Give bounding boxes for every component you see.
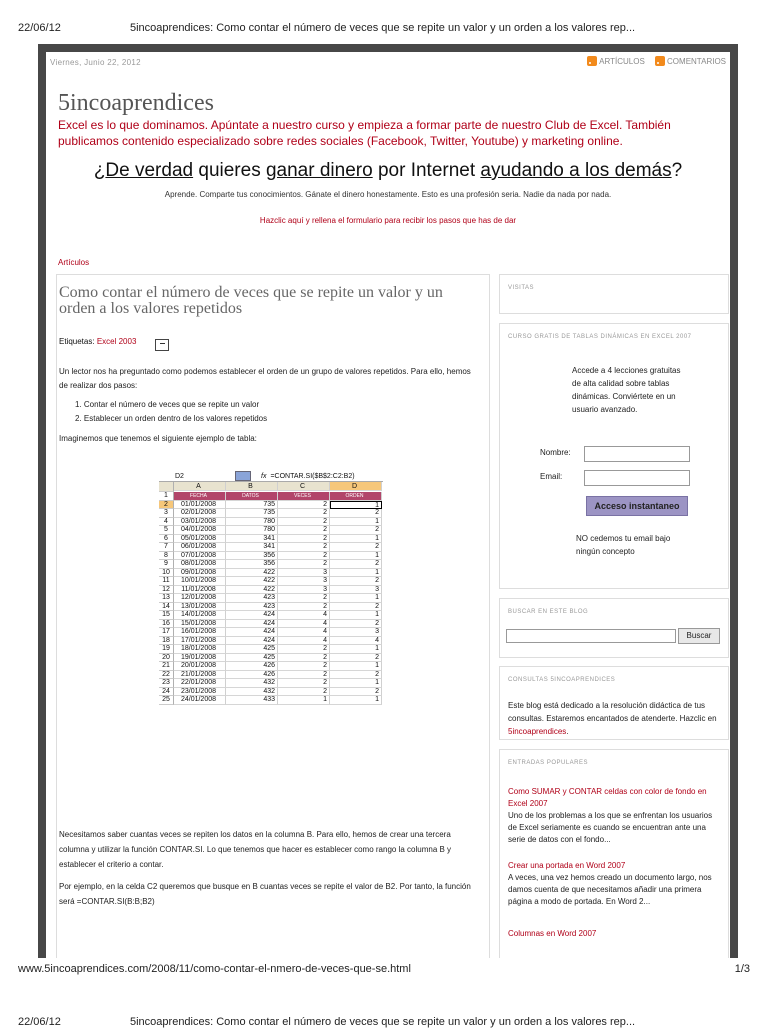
table-row [159,637,383,646]
popular-link[interactable]: Como SUMAR y CONTAR celdas con color de fondo en Excel 2007 [508,787,707,808]
table-cell: 04/01/2008 [174,526,226,535]
table-cell: 735 [226,509,278,518]
table-row [159,628,383,637]
table-cell: 2 [330,654,382,663]
table-cell: 15/01/2008 [174,620,226,629]
table-cell: 4 [159,518,174,527]
search-button[interactable]: Buscar [678,628,720,644]
widget-title: ENTRADAS POPULARES [508,760,589,766]
table-row [159,586,383,595]
table-cell: 11/01/2008 [174,586,226,595]
post-tags: Etiquetas: Excel 2003 [59,337,137,346]
print-date: 22/06/12 [18,1016,61,1028]
table-cell: 2 [330,671,382,680]
blog-page [46,52,730,958]
table-cell: 11 [159,577,174,586]
widget-title: CONSULTAS 5INCOAPRENDICES [508,677,616,683]
table-cell: 2 [278,518,330,527]
widget-title: VISITAS [508,285,535,291]
table-cell: 2 [330,620,382,629]
popular-link[interactable]: Crear una portada en Word 2007 [508,861,626,870]
promo-headline: ¿De verdad quieres ganar dinero por Internet ayudando a los demás? [93,160,683,181]
table-cell: 22 [159,671,174,680]
table-cell: 07/01/2008 [174,552,226,561]
spreadsheet-image [159,471,383,705]
widget-buscar [499,598,729,658]
table-cell: 01/01/2008 [174,501,226,510]
table-cell: 1 [330,696,382,705]
table-cell: 17/01/2008 [174,637,226,646]
table-cell: 4 [278,628,330,637]
nav-articulos[interactable]: Artículos [58,258,90,267]
table-cell: 432 [226,688,278,697]
table-cell: 2 [330,688,382,697]
cell-ref: D2 [175,472,184,480]
table-cell: 23/01/2008 [174,688,226,697]
table-cell: 4 [278,611,330,620]
table-cell: 2 [330,509,382,518]
table-cell: 433 [226,696,278,705]
table-cell: 3 [159,509,174,518]
table-row [159,560,383,569]
print-page: 1/3 [734,963,750,975]
table-header-row: 1 FECHA DATOS VECES ORDEN [159,492,383,501]
table-cell: 24/01/2008 [174,696,226,705]
table-row [159,603,383,612]
table-cell: 1 [330,535,382,544]
widget-title: CURSO GRATIS DE TABLAS DINÁMICAS EN EXCEL 2007 [508,334,692,340]
table-cell: 2 [330,603,382,612]
table-cell: 424 [226,611,278,620]
list-item: Crear una portada en Word 2007 A veces, una vez hemos creado un documento largo, nos damos cuenta de que necesitamos añadir una primera página a modo de portada. En Word 2... [508,860,722,908]
print-footer [0,958,768,1028]
list-item [508,928,722,940]
blog-description: Excel es lo que dominamos. Apúntate a nuestro curso y empieza a formar parte de nuestro Club de Excel. También publicamos contenido especializado sobre redes sociales (Facebook, Twitter, Youtube) y marketing online. [58,118,671,148]
table-row [159,594,383,603]
table-cell: 9 [159,560,174,569]
table-cell: 424 [226,620,278,629]
formula: =CONTAR.SI($B$2:C2:B2) [270,472,355,480]
table-cell: 356 [226,560,278,569]
table-cell: 425 [226,654,278,663]
table-cell: 2 [278,654,330,663]
table-cell: 23 [159,679,174,688]
table-cell: 1 [330,552,382,561]
table-cell: 422 [226,586,278,595]
list-item: 1. Contar el número de veces que se repite un valor [75,400,260,409]
name-label: Nombre: [540,448,571,457]
table-cell: 2 [278,509,330,518]
post-lead: Imaginemos que tenemos el siguiente ejemplo de tabla: [59,434,257,443]
table-row [159,654,383,663]
chevron-down-icon [235,471,251,481]
steps-list [75,398,267,426]
table-cell: 2 [330,526,382,535]
table-cell: 12 [159,586,174,595]
table-cell: 10 [159,569,174,578]
table-cell: 2 [330,577,382,586]
table-row [159,509,383,518]
table-cell: 3 [278,577,330,586]
table-cell: 2 [278,603,330,612]
table-cell: 09/01/2008 [174,569,226,578]
curso-text: Accede a 4 lecciones gratuitas de alta calidad sobre tablas dinámicas. Conviértete en un usuario avanzado. [572,366,681,414]
table-cell: 12/01/2008 [174,594,226,603]
table-cell: 422 [226,569,278,578]
rss-icon [655,56,665,66]
consultas-text: Este blog está dedicado a la resolución didáctica de tus consultas. Estaremos encantados de atenderte. Hazclic en 5incoaprendices. [508,701,717,736]
table-cell: 2 [278,594,330,603]
table-cell: 3 [278,586,330,595]
table-cell: 8 [159,552,174,561]
widget-title: BUSCAR EN ESTE BLOG [508,609,589,615]
formula-bar [159,471,383,482]
table-cell: 2 [278,501,330,510]
table-cell: 4 [330,637,382,646]
table-cell: 18/01/2008 [174,645,226,654]
promo-subtext: Aprende. Comparte tus conocimientos. Gánate el dinero honestamente. Esto es una profesión seria. Nadie da nada por nada. [164,190,612,199]
privacy-note: NO cedemos tu email bajo ningún concepto [576,534,671,556]
page-frame [38,44,738,958]
table-row [159,611,383,620]
table-row [159,526,383,535]
table-cell: 423 [226,594,278,603]
table-cell: 1 [330,611,382,620]
list-item: Como SUMAR y CONTAR celdas con color de fondo en Excel 2007 Uno de los problemas a los que se enfrentan los usuarios de Excel seriamente es cuando se encuentran ante una serie de datos con el fondo... [508,786,722,846]
table-cell: 2 [278,535,330,544]
table-cell: 2 [278,671,330,680]
table-cell: 14/01/2008 [174,611,226,620]
table-cell: 425 [226,645,278,654]
table-cell: 341 [226,535,278,544]
post-title[interactable]: Como contar el número de veces que se repite un valor y un orden a los valores repetidos [59,284,443,317]
table-cell: 432 [226,679,278,688]
table-cell: 21 [159,662,174,671]
table-cell: 16 [159,620,174,629]
table-cell: 3 [278,569,330,578]
table-cell: 08/01/2008 [174,560,226,569]
table-row [159,543,383,552]
table-cell: 1 [278,696,330,705]
table-row [159,569,383,578]
post [56,274,490,958]
table-cell: 14 [159,603,174,612]
post-paragraph-4: Por ejemplo, en la celda C2 queremos que busque en B cuantas veces se repite el valor de B2. Por tanto, la función será =CONTAR.SI(B:B;B2) [59,882,471,906]
table-cell: 2 [159,501,174,510]
share-icon[interactable] [155,339,169,351]
table-cell: 2 [278,688,330,697]
table-cell: 2 [278,526,330,535]
table-cell: 7 [159,543,174,552]
table-cell: 735 [226,501,278,510]
table-cell: 422 [226,577,278,586]
table-cell: 5 [159,526,174,535]
table-cell: 1 [330,679,382,688]
table-row [159,552,383,561]
table-row [159,501,383,510]
table-cell: 424 [226,637,278,646]
table-cell: 24 [159,688,174,697]
table-cell: 22/01/2008 [174,679,226,688]
fx-icon: fx [261,472,267,480]
consultas-link[interactable]: 5incoaprendices [508,727,567,736]
table-cell: 780 [226,518,278,527]
post-paragraph-3: Necesitamos saber cuantas veces se repiten los datos en la columna B. Para ello, hemos de crear una tercera columna y utilizar la función CONTAR.SI. Lo que tenemos que hacer es establecer como rango la columna B y establecer el criterio a contar. [59,830,452,869]
widget-curso [499,323,729,589]
current-date: Viernes, Junio 22, 2012 [50,58,141,67]
email-field[interactable] [584,470,690,486]
table-row [159,518,383,527]
table-cell: 426 [226,662,278,671]
table-row [159,577,383,586]
print-url: www.5incoaprendices.com/2008/11/como-contar-el-nmero-de-veces-que-se.html [18,963,411,975]
table-cell: 03/01/2008 [174,518,226,527]
table-cell: 4 [278,620,330,629]
table-cell: 19/01/2008 [174,654,226,663]
name-field[interactable] [584,446,690,462]
column-headers: A B C D [159,482,383,492]
table-cell: 1 [330,662,382,671]
promo-cta-link[interactable]: Hazclic aquí y rellena el formulario para recibir los pasos que has de dar [259,216,517,225]
table-cell: 20 [159,654,174,663]
table-cell: 05/01/2008 [174,535,226,544]
table-cell: 1 [330,518,382,527]
table-cell: 1 [330,594,382,603]
table-row [159,696,383,705]
table-cell: 356 [226,552,278,561]
table-row [159,688,383,697]
table-row [159,679,383,688]
search-input[interactable] [506,629,676,643]
table-cell: 3 [330,628,382,637]
list-item: 2. Establecer un orden dentro de los valores repetidos [75,414,268,423]
email-label: Email: [540,472,563,481]
table-cell: 20/01/2008 [174,662,226,671]
table-cell: 2 [278,543,330,552]
print-title: 5incoaprendices: Como contar el número de veces que se repite un valor y un orden a los valores rep... [130,22,636,34]
table-cell: 4 [278,637,330,646]
table-cell: 19 [159,645,174,654]
table-cell: 13/01/2008 [174,603,226,612]
table-cell: 16/01/2008 [174,628,226,637]
table-cell: 423 [226,603,278,612]
rss-icon [587,56,597,66]
table-cell: 426 [226,671,278,680]
table-row [159,620,383,629]
table-cell: 10/01/2008 [174,577,226,586]
table-cell: 2 [330,543,382,552]
table-cell: 17 [159,628,174,637]
table-cell: 424 [226,628,278,637]
table-cell: 1 [330,501,382,510]
table-cell: 341 [226,543,278,552]
table-cell: 06/01/2008 [174,543,226,552]
print-header [0,0,768,40]
table-row [159,662,383,671]
table-cell: 2 [278,645,330,654]
table-cell: 3 [330,586,382,595]
feed-articulos[interactable]: ARTÍCULOS [587,56,645,66]
table-cell: 2 [330,560,382,569]
popular-link[interactable]: Columnas en Word 2007 [508,929,597,938]
table-cell: 1 [330,569,382,578]
table-cell: 21/01/2008 [174,671,226,680]
tag-link[interactable]: Excel 2003 [96,337,137,346]
widget-consultas [499,666,729,740]
table-row [159,645,383,654]
table-cell: 15 [159,611,174,620]
feed-comentarios[interactable]: COMENTARIOS [655,56,726,66]
table-cell: 780 [226,526,278,535]
table-cell: 2 [278,560,330,569]
top-bar [50,56,726,70]
table-cell: 1 [330,645,382,654]
table-cell: 25 [159,696,174,705]
table-cell: 13 [159,594,174,603]
table-cell: 02/01/2008 [174,509,226,518]
post-intro: Un lector nos ha preguntado como podemos establecer el orden de un grupo de valores repetidos. Para ello, hemos de realizar dos pasos: [59,367,471,390]
access-button[interactable]: Acceso instantaneo [586,496,688,516]
widget-populares [499,749,729,958]
print-date: 22/06/12 [18,22,61,34]
feed-links [579,56,726,68]
blog-title[interactable]: 5incoaprendices [58,90,214,116]
table-cell: 2 [278,662,330,671]
print-title: 5incoaprendices: Como contar el número de veces que se repite un valor y un orden a los valores rep... [130,1016,636,1028]
widget-visitas [499,274,729,314]
table-cell: 6 [159,535,174,544]
table-cell: 2 [278,679,330,688]
table-cell: 2 [278,552,330,561]
table-row [159,535,383,544]
table-row [159,671,383,680]
table-cell: 18 [159,637,174,646]
